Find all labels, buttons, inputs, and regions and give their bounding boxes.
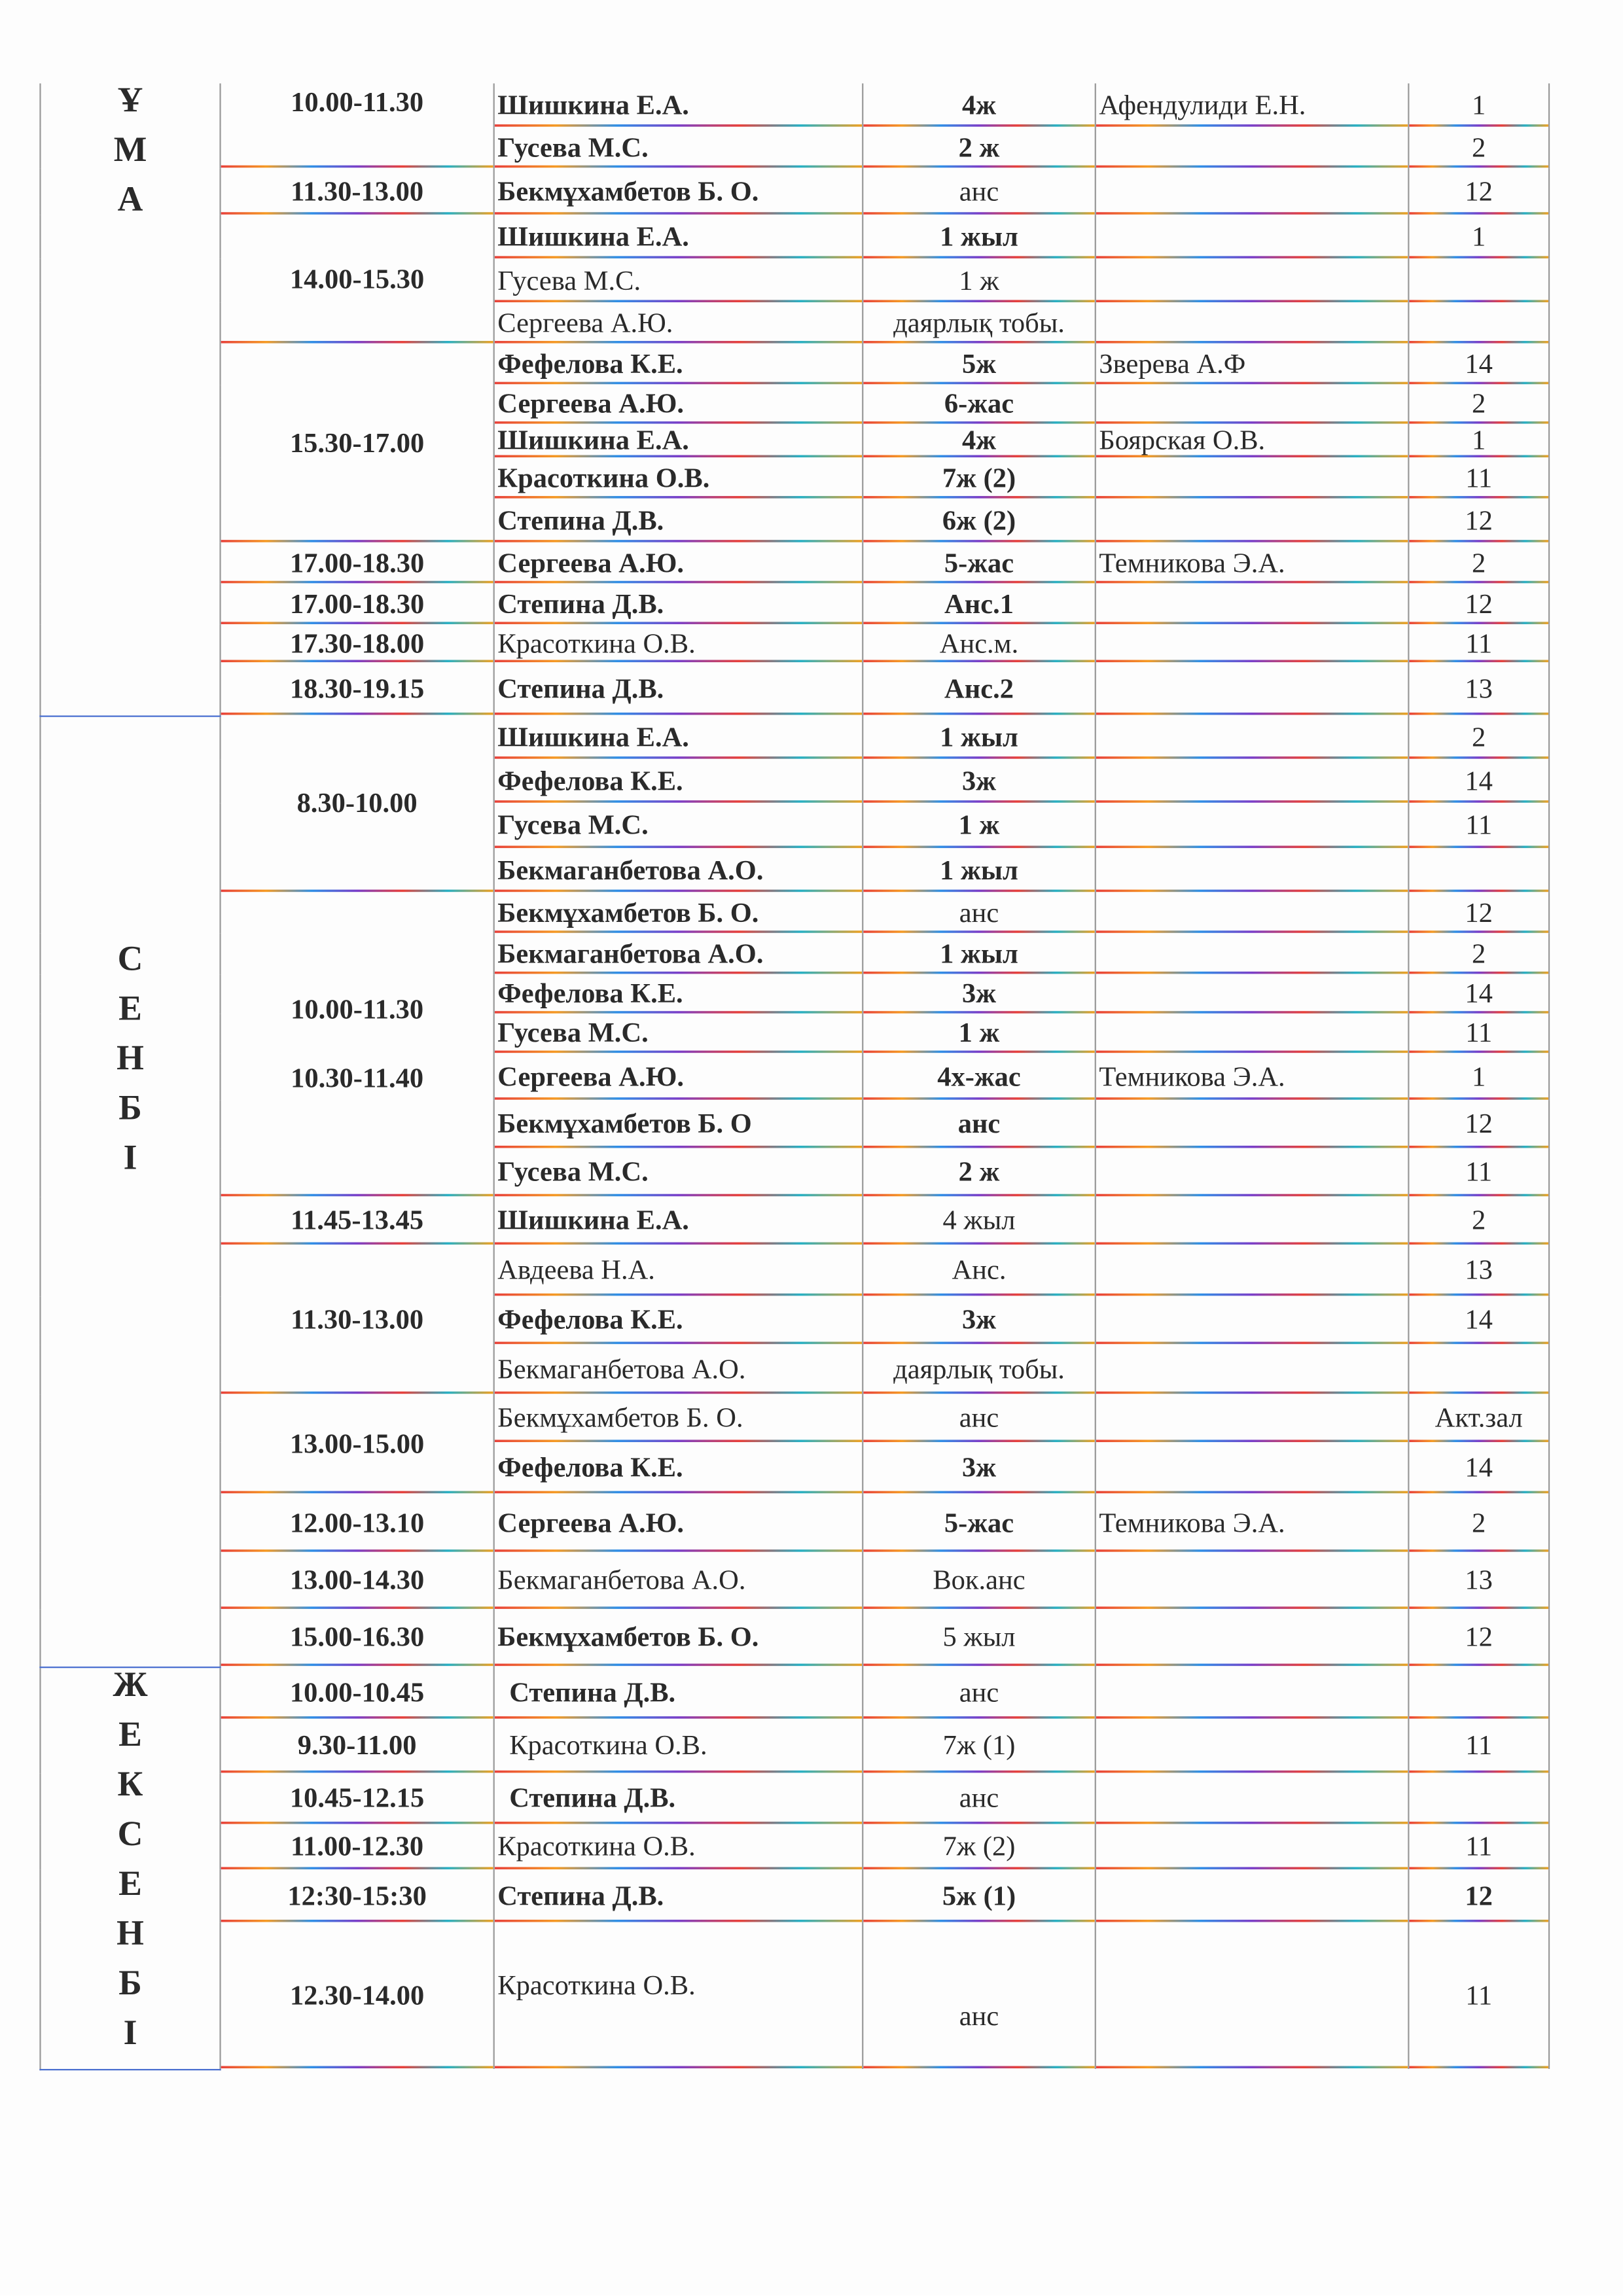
assistant-cell <box>1096 1870 1409 1923</box>
assistant-cell <box>1096 1443 1409 1494</box>
teacher-name-cell: Сергеева А.Ю. <box>494 543 863 584</box>
time-label: 17.00-18.30 <box>289 548 425 579</box>
time-label: 13.00-14.30 <box>289 1565 425 1597</box>
table-row <box>40 1494 1549 1552</box>
time-cell <box>221 892 494 1197</box>
time-cell <box>221 83 494 168</box>
group-cell: 4ж <box>863 83 1096 127</box>
day-letter: Ж <box>113 1667 148 1704</box>
room-cell: 11 <box>1408 804 1549 849</box>
group-cell: анс <box>863 1101 1096 1149</box>
assistant-cell <box>1096 385 1409 424</box>
group-cell: 4х-жас <box>863 1053 1096 1101</box>
table-row <box>40 344 1549 385</box>
time-cell <box>221 1720 494 1774</box>
teacher-name-cell: Шишкина Е.А. <box>494 424 863 457</box>
teacher-name-cell: Бекмаганбетова А.О. <box>494 849 863 892</box>
assistant-cell <box>1096 804 1409 849</box>
time-cell <box>221 1245 494 1394</box>
group-cell: 7ж (2) <box>863 1825 1096 1870</box>
group-cell: 3ж <box>863 760 1096 804</box>
teacher-name-cell: Шишкина Е.А. <box>494 83 863 127</box>
group-cell: 1 жыл <box>863 215 1096 259</box>
assistant-cell <box>1096 892 1409 934</box>
teacher-name-cell: Степина Д.В. <box>494 499 863 543</box>
group-cell: Вок.анс <box>863 1553 1096 1610</box>
time-label: 14.00-15.30 <box>289 264 425 295</box>
group-cell: анс <box>863 1773 1096 1824</box>
room-cell: 12 <box>1408 1610 1549 1667</box>
assistant-cell <box>1096 849 1409 892</box>
room-cell: 11 <box>1408 1720 1549 1774</box>
room-cell <box>1408 1345 1549 1394</box>
group-cell: 5-жас <box>863 1494 1096 1552</box>
table-row <box>40 663 1549 716</box>
group-cell: анс <box>863 1922 1096 2069</box>
group-cell: Анс.1 <box>863 584 1096 625</box>
time-label: 10.00-11.30 <box>291 88 424 119</box>
day-letter: І <box>123 2014 137 2053</box>
time-cell <box>221 215 494 344</box>
assistant-cell <box>1096 663 1409 716</box>
table-row <box>40 543 1549 584</box>
day-letter: А <box>117 181 143 220</box>
group-cell: 5 жыл <box>863 1610 1096 1667</box>
teacher-name-cell: Бекмаганбетова А.О. <box>494 1345 863 1394</box>
assistant-cell: Афендулиди Е.Н. <box>1096 83 1409 127</box>
time-label: 12.30-14.00 <box>289 1980 425 2011</box>
teacher-name-cell: Бекмұхамбетов Б. О <box>494 1101 863 1149</box>
time-cell <box>221 1922 494 2069</box>
room-cell <box>1408 849 1549 892</box>
assistant-cell <box>1096 458 1409 499</box>
group-cell: 5-жас <box>863 543 1096 584</box>
assistant-cell <box>1096 303 1409 344</box>
assistant-cell <box>1096 625 1409 663</box>
room-cell: 14 <box>1408 1296 1549 1345</box>
table-row <box>40 625 1549 663</box>
teacher-name-cell: Гусева М.С. <box>494 804 863 849</box>
assistant-cell <box>1096 1148 1409 1197</box>
teacher-name-cell: Сергеева А.Ю. <box>494 1053 863 1101</box>
room-cell: 13 <box>1408 1553 1549 1610</box>
assistant-cell <box>1096 1296 1409 1345</box>
assistant-cell <box>1096 1553 1409 1610</box>
day-letter: Е <box>118 990 142 1029</box>
teacher-name-cell: Степина Д.В. <box>494 1870 863 1923</box>
assistant-cell <box>1096 1825 1409 1870</box>
day-letter: Е <box>118 1715 142 1754</box>
room-cell: 11 <box>1408 1825 1549 1870</box>
day-letter: І <box>123 1139 137 1178</box>
day-letter: Ұ <box>117 83 143 120</box>
assistant-cell <box>1096 1014 1409 1053</box>
teacher-name-cell: Бекмаганбетова А.О. <box>494 1553 863 1610</box>
group-cell: Анс.м. <box>863 625 1096 663</box>
table-row <box>40 168 1549 215</box>
assistant-cell <box>1096 1245 1409 1296</box>
teacher-name-cell: Фефелова К.Е. <box>494 760 863 804</box>
assistant-cell <box>1096 584 1409 625</box>
room-cell: 11 <box>1408 458 1549 499</box>
group-cell: анс <box>863 168 1096 215</box>
room-cell: 14 <box>1408 1443 1549 1494</box>
time-label: 15.00-16.30 <box>289 1622 425 1653</box>
room-cell: 11 <box>1408 625 1549 663</box>
room-cell: 1 <box>1408 1053 1549 1101</box>
group-cell: Анс.2 <box>863 663 1096 716</box>
assistant-cell <box>1096 1394 1409 1443</box>
time-cell <box>221 1825 494 1870</box>
teacher-name-cell: Красоткина О.В. <box>494 1720 863 1774</box>
group-cell: 5ж (1) <box>863 1870 1096 1923</box>
group-cell: 7ж (2) <box>863 458 1096 499</box>
room-cell <box>1408 303 1549 344</box>
group-cell: 1 жыл <box>863 849 1096 892</box>
time-cell <box>221 1494 494 1552</box>
table-row <box>40 892 1549 934</box>
teacher-name-cell: Гусева М.С. <box>494 1014 863 1053</box>
time-label: 15.30-17.00 <box>289 428 425 459</box>
table-row <box>40 83 1549 127</box>
assistant-cell: Боярская О.В. <box>1096 424 1409 457</box>
table-row <box>40 1245 1549 1296</box>
time-cell <box>221 543 494 584</box>
group-cell: 2 ж <box>863 128 1096 169</box>
group-cell: 3ж <box>863 974 1096 1014</box>
room-cell: 2 <box>1408 543 1549 584</box>
room-cell: 2 <box>1408 934 1549 975</box>
group-cell: анс <box>863 892 1096 934</box>
group-cell: 1 ж <box>863 259 1096 303</box>
day-letter: Н <box>116 1040 144 1079</box>
room-cell: 2 <box>1408 1494 1549 1552</box>
assistant-cell <box>1096 974 1409 1014</box>
group-cell: 3ж <box>863 1443 1096 1494</box>
room-cell: 11 <box>1408 1014 1549 1053</box>
time-cell <box>221 584 494 625</box>
room-cell: 1 <box>1408 215 1549 259</box>
group-cell: Анс. <box>863 1245 1096 1296</box>
teacher-name-cell: Бекмұхамбетов Б. О. <box>494 892 863 934</box>
assistant-cell: Зверева А.Ф <box>1096 344 1409 385</box>
teacher-name-cell: Бекмұхамбетов Б. О. <box>494 1394 863 1443</box>
day-label-cell <box>40 83 220 715</box>
assistant-cell <box>1096 215 1409 259</box>
table-row <box>40 1870 1549 1923</box>
teacher-name-cell: Сергеева А.Ю. <box>494 385 863 424</box>
assistant-cell <box>1096 499 1409 543</box>
group-cell: 6-жас <box>863 385 1096 424</box>
room-cell <box>1408 1667 1549 1720</box>
teacher-name-cell: Бекмұхамбетов Б. О. <box>494 1610 863 1667</box>
time-cell <box>221 1870 494 1923</box>
day-letter: Н <box>116 1915 144 1953</box>
time-label: 12.00-13.10 <box>289 1508 425 1539</box>
group-cell: 1 жыл <box>863 716 1096 760</box>
assistant-cell <box>1096 1197 1409 1245</box>
table-row <box>40 1394 1549 1443</box>
time-label: 17.30-18.00 <box>289 628 425 660</box>
group-cell: 3ж <box>863 1296 1096 1345</box>
group-cell: даярлық тобы. <box>863 1345 1096 1394</box>
group-cell: 4 жыл <box>863 1197 1096 1245</box>
teacher-name-cell: Красоткина О.В. <box>494 1825 863 1870</box>
room-cell: 14 <box>1408 974 1549 1014</box>
room-cell: 12 <box>1408 892 1549 934</box>
table-row <box>40 1922 1549 2069</box>
day-letter: С <box>117 940 143 980</box>
time-label: 10.00-11.30 <box>291 995 424 1026</box>
time-stack <box>224 997 490 1093</box>
teacher-name-cell: Гусева М.С. <box>494 259 863 303</box>
day-label-cell <box>40 716 220 1667</box>
group-cell: даярлық тобы. <box>863 303 1096 344</box>
room-cell: 13 <box>1408 663 1549 716</box>
room-cell: 11 <box>1408 1922 1549 2069</box>
time-label: 11.30-13.00 <box>291 176 424 207</box>
time-label: 11.00-12.30 <box>291 1831 424 1863</box>
time-label: 8.30-10.00 <box>296 788 418 820</box>
day-letters <box>44 942 217 1176</box>
teacher-name-cell: Красоткина О.В. <box>494 1922 863 2069</box>
table-row <box>40 1825 1549 1870</box>
time-label: 11.45-13.45 <box>291 1205 424 1237</box>
day-letter: Б <box>118 1964 142 2003</box>
assistant-cell <box>1096 1720 1409 1774</box>
assistant-cell: Темникова Э.А. <box>1096 1494 1409 1552</box>
time-label: 9.30-11.00 <box>297 1731 417 1762</box>
assistant-cell: Темникова Э.А. <box>1096 543 1409 584</box>
assistant-cell <box>1096 1610 1409 1667</box>
assistant-cell <box>1096 168 1409 215</box>
time-cell <box>221 1667 494 1720</box>
table-row <box>40 1720 1549 1774</box>
teacher-name-cell: Шишкина Е.А. <box>494 716 863 760</box>
table-row <box>40 1553 1549 1610</box>
assistant-cell <box>1096 934 1409 975</box>
table-row <box>40 716 1549 760</box>
time-cell <box>221 625 494 663</box>
time-label: 10.00-10.45 <box>289 1677 425 1708</box>
table-row <box>40 215 1549 259</box>
time-cell <box>221 1773 494 1824</box>
teacher-name-cell: Сергеева А.Ю. <box>494 303 863 344</box>
time-cell <box>221 1197 494 1245</box>
group-cell: 1 ж <box>863 1014 1096 1053</box>
time-cell <box>221 1553 494 1610</box>
day-letter: К <box>117 1765 143 1804</box>
assistant-cell <box>1096 1773 1409 1824</box>
time-label: 17.00-18.30 <box>289 589 425 620</box>
table-row <box>40 1197 1549 1245</box>
assistant-cell: Темникова Э.А. <box>1096 1053 1409 1101</box>
time-cell <box>221 716 494 893</box>
room-cell: 2 <box>1408 1197 1549 1245</box>
teacher-name-cell: Шишкина Е.А. <box>494 215 863 259</box>
teacher-name-cell: Фефелова К.Е. <box>494 974 863 1014</box>
room-cell: Акт.зал <box>1408 1394 1549 1443</box>
teacher-name-cell: Степина Д.В. <box>494 663 863 716</box>
assistant-cell <box>1096 1101 1409 1149</box>
room-cell: 12 <box>1408 1870 1549 1923</box>
teacher-name-cell: Красоткина О.В. <box>494 458 863 499</box>
assistant-cell <box>1096 1345 1409 1394</box>
teacher-name-cell: Бекмаганбетова А.О. <box>494 934 863 975</box>
teacher-name-cell: Степина Д.В. <box>494 584 863 625</box>
assistant-cell <box>1096 760 1409 804</box>
group-cell: 1 жыл <box>863 934 1096 975</box>
group-cell: 1 ж <box>863 804 1096 849</box>
schedule-table <box>39 83 1550 2070</box>
teacher-name-cell: Степина Д.В. <box>494 1667 863 1720</box>
room-cell: 12 <box>1408 1101 1549 1149</box>
day-letter: М <box>113 132 147 170</box>
day-letter: Е <box>118 1865 142 1903</box>
assistant-cell <box>1096 1922 1409 2069</box>
table-row <box>40 1610 1549 1667</box>
teacher-name-cell: Степина Д.В. <box>494 1773 863 1824</box>
teacher-name-cell: Гусева М.С. <box>494 128 863 169</box>
room-cell: 1 <box>1408 83 1549 127</box>
time-label: 18.30-19.15 <box>289 673 425 705</box>
room-cell: 2 <box>1408 716 1549 760</box>
group-cell: 4ж <box>863 424 1096 457</box>
room-cell: 1 <box>1408 424 1549 457</box>
assistant-cell <box>1096 716 1409 760</box>
table-row <box>40 1773 1549 1824</box>
group-cell: анс <box>863 1394 1096 1443</box>
time-cell <box>221 1394 494 1494</box>
teacher-name-cell: Авдеева Н.А. <box>494 1245 863 1296</box>
time-cell <box>221 344 494 543</box>
teacher-name-cell: Красоткина О.В. <box>494 625 863 663</box>
group-cell: 7ж (1) <box>863 1720 1096 1774</box>
room-cell: 2 <box>1408 128 1549 169</box>
room-cell: 12 <box>1408 499 1549 543</box>
time-cell <box>221 663 494 716</box>
table-row <box>40 584 1549 625</box>
assistant-cell <box>1096 259 1409 303</box>
room-cell <box>1408 1773 1549 1824</box>
room-cell <box>1408 259 1549 303</box>
teacher-name-cell: Шишкина Е.А. <box>494 1197 863 1245</box>
day-label-cell <box>40 1667 220 2069</box>
teacher-name-cell: Бекмұхамбетов Б. О. <box>494 168 863 215</box>
group-cell: 6ж (2) <box>863 499 1096 543</box>
room-cell: 13 <box>1408 1245 1549 1296</box>
group-cell: анс <box>863 1667 1096 1720</box>
time-cell <box>221 1610 494 1667</box>
time-label: 10.45-12.15 <box>289 1783 425 1814</box>
teacher-name-cell: Сергеева А.Ю. <box>494 1494 863 1552</box>
time-label: 10.30-11.40 <box>291 1063 424 1095</box>
room-cell: 12 <box>1408 168 1549 215</box>
time-cell <box>221 168 494 215</box>
teacher-name-cell: Гусева М.С. <box>494 1148 863 1197</box>
day-letter: Б <box>118 1089 142 1129</box>
room-cell: 2 <box>1408 385 1549 424</box>
room-cell: 12 <box>1408 584 1549 625</box>
room-cell: 14 <box>1408 344 1549 385</box>
room-cell: 11 <box>1408 1148 1549 1197</box>
teacher-name-cell: Фефелова К.Е. <box>494 1296 863 1345</box>
teacher-name-cell: Фефелова К.Е. <box>494 1443 863 1494</box>
time-label: 13.00-15.00 <box>289 1428 425 1460</box>
time-label: 11.30-13.00 <box>291 1304 424 1335</box>
table-row <box>40 1667 1549 1720</box>
room-cell: 14 <box>1408 760 1549 804</box>
group-cell: 2 ж <box>863 1148 1096 1197</box>
day-letters <box>44 83 217 218</box>
day-letters <box>44 1667 217 2051</box>
time-label: 12:30-15:30 <box>287 1881 427 1912</box>
assistant-cell <box>1096 128 1409 169</box>
day-letter: С <box>117 1815 143 1854</box>
teacher-name-cell: Фефелова К.Е. <box>494 344 863 385</box>
assistant-cell <box>1096 1667 1409 1720</box>
group-cell: 5ж <box>863 344 1096 385</box>
